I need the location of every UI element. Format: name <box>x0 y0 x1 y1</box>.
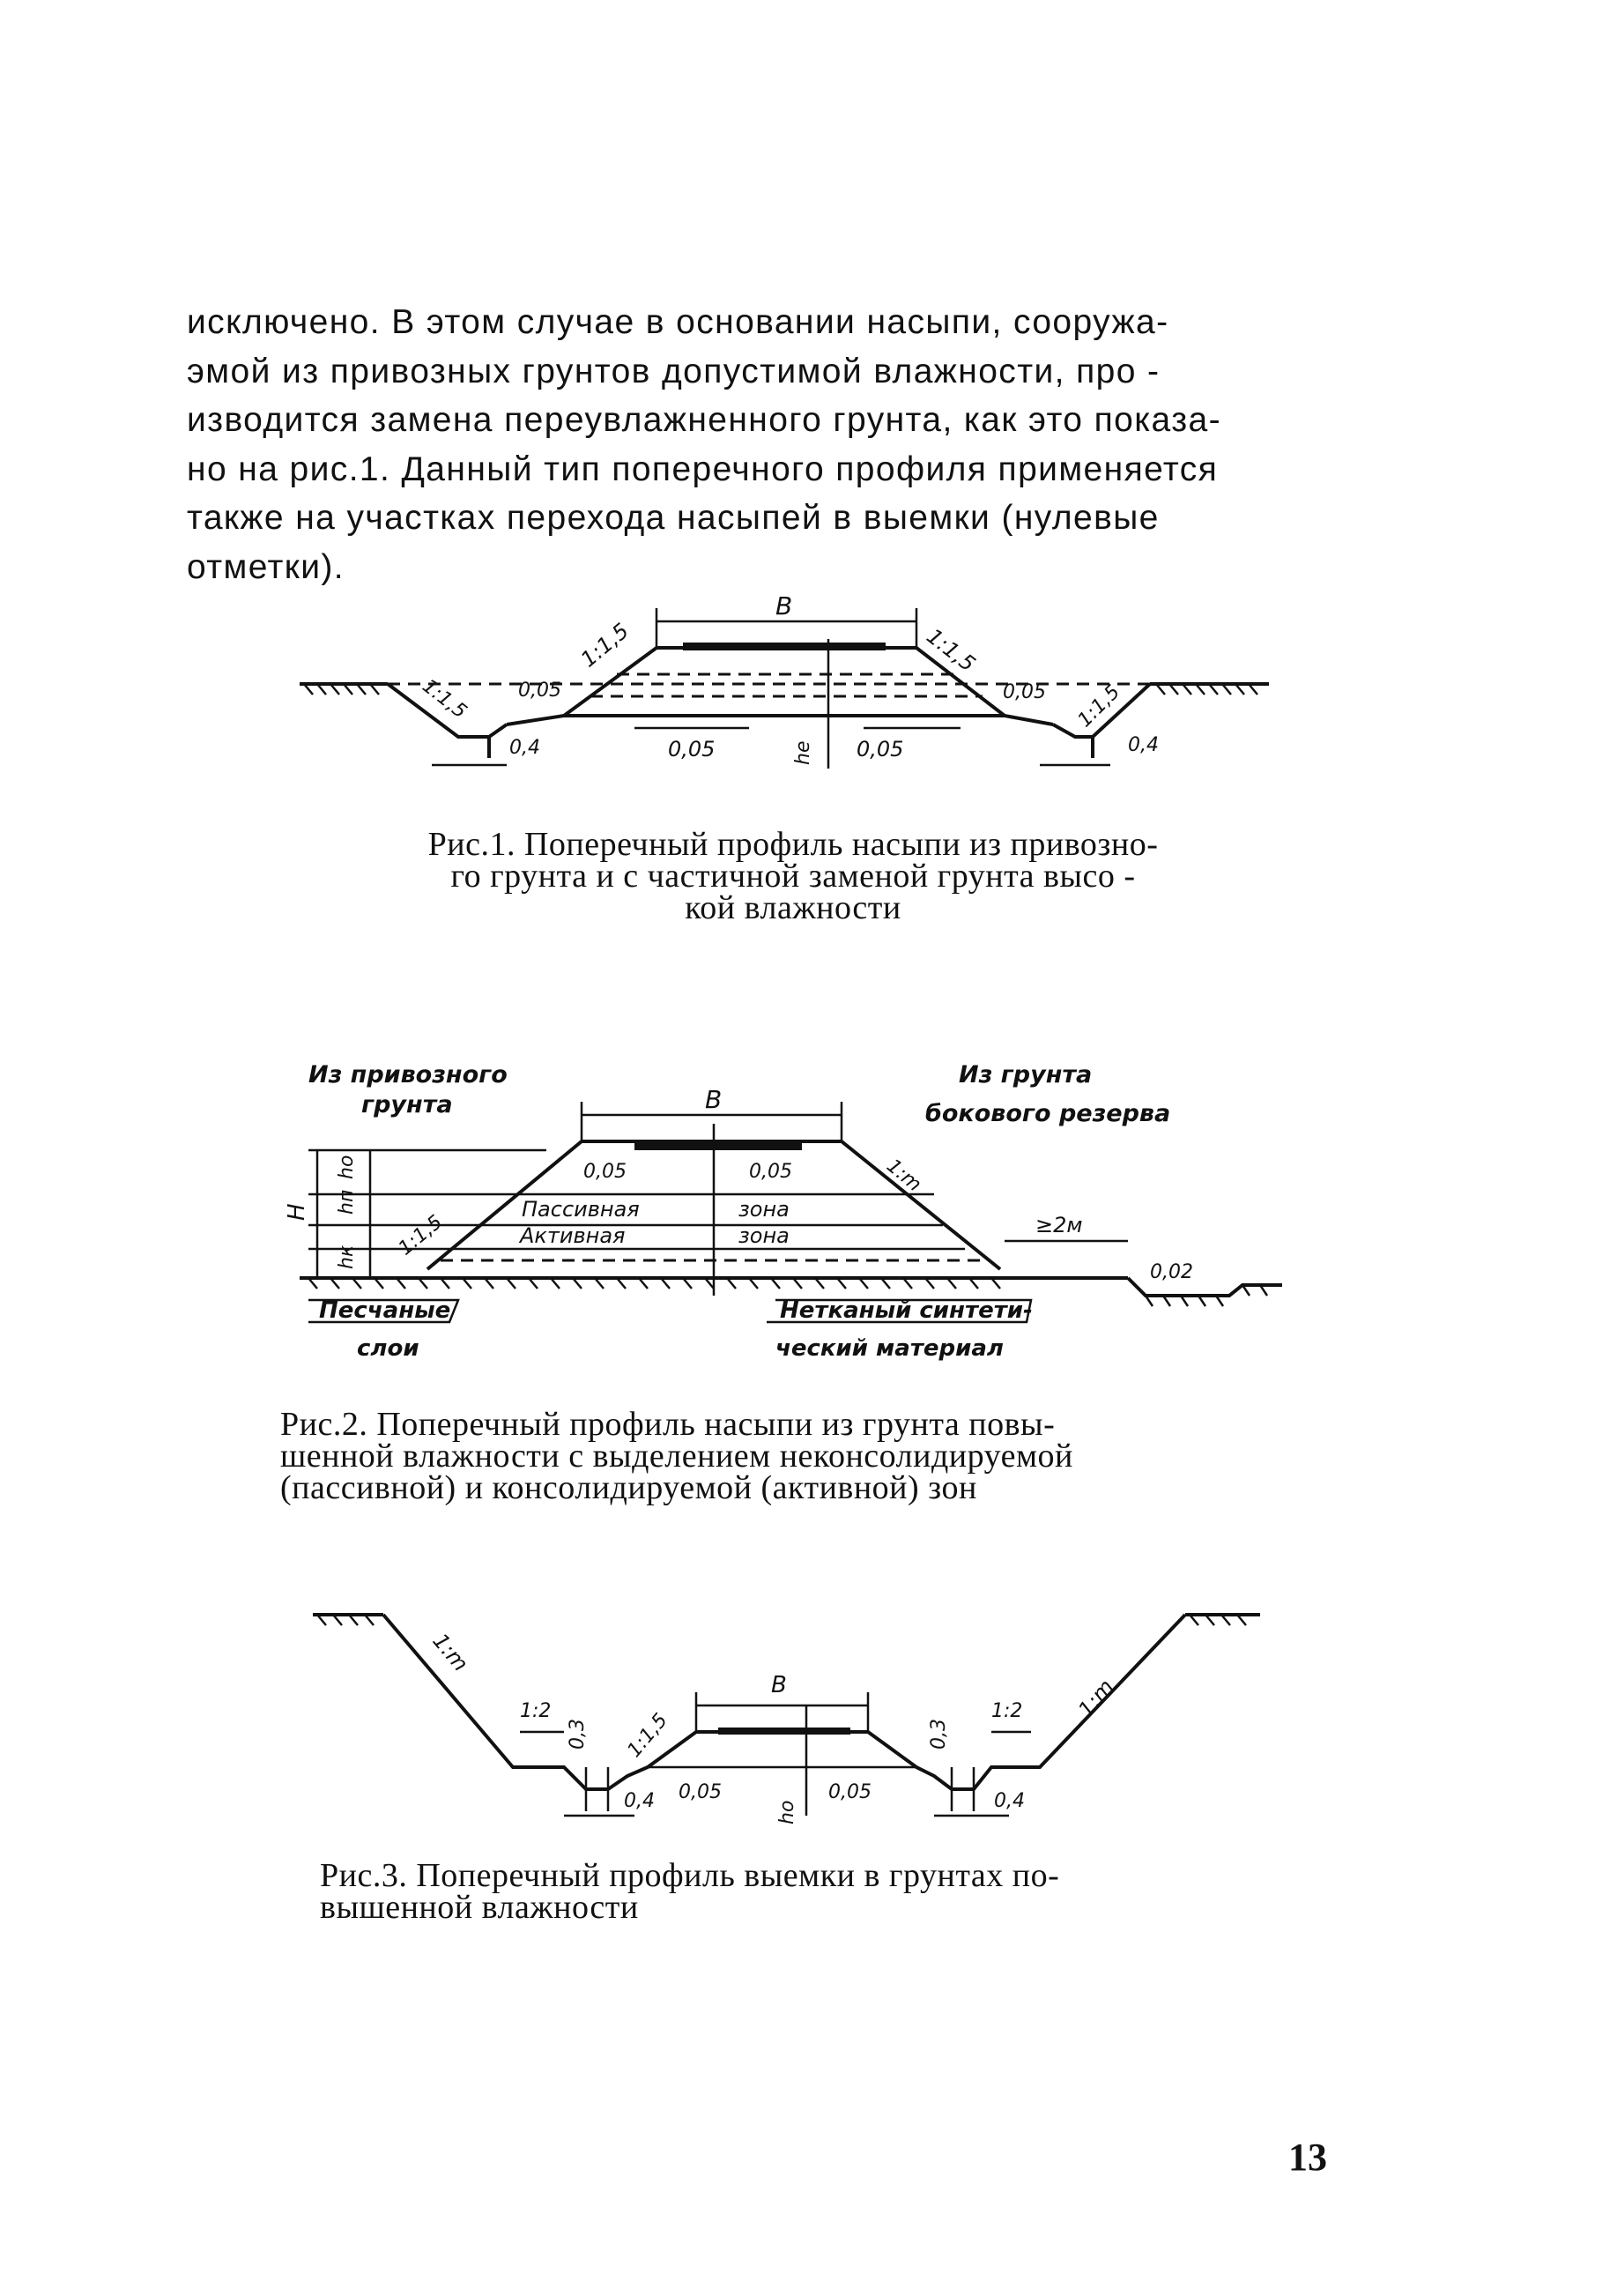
fig2-label-zone: зона <box>738 1197 790 1222</box>
fig3-label-base: 0,05 <box>828 1781 872 1803</box>
fig3-label-depth: 0,3 <box>567 1719 589 1750</box>
ground-hatch-left <box>300 684 388 695</box>
figure-2-caption <box>280 1408 1320 1504</box>
fig2-label-zone: Пассивная <box>522 1197 640 1222</box>
ground-hatch-right <box>1150 684 1269 695</box>
fig1-label-slope-005: 0,05 <box>1003 681 1046 703</box>
caption-line: (пассивной) и консолидируемой (активной) зон <box>280 1469 977 1506</box>
fig3-label-ditch: 0,4 <box>994 1790 1025 1812</box>
figure-1-caption <box>300 828 1287 924</box>
cut-profile <box>383 1615 1185 1789</box>
fig1-label-slope: 1:1,5 <box>418 675 471 724</box>
fig1-label-slope: 1:1,5 <box>575 618 634 672</box>
fig3-label-slope: 1:1,5 <box>623 1709 672 1762</box>
fig1-label-ditch-width: 0,4 <box>509 737 540 759</box>
page-number: 13 <box>1288 2136 1327 2179</box>
fig2-label-h: hк <box>336 1245 358 1269</box>
paragraph-line: эмой из привозных грунтов допустимой влажности, про - <box>187 352 1161 390</box>
caption-line: шенной влажности с выделением неконсолидируемой <box>280 1438 1073 1475</box>
fig1-label-b: B <box>775 591 793 620</box>
fig3-label-depth: 0,3 <box>928 1719 950 1750</box>
figure-2-diagram <box>0 1049 1617 1384</box>
fig2-label-source: Из привозного <box>308 1061 508 1089</box>
pavement-layer <box>718 1728 850 1735</box>
fig2-label-zone: зона <box>738 1223 790 1248</box>
fig3-label-berm: 1:2 <box>520 1700 552 1722</box>
pavement-layer <box>683 643 886 650</box>
fig2-label-sand: Песчаные <box>319 1297 451 1324</box>
fig3-label-b: B <box>771 1672 787 1698</box>
paragraph-line: исключено. В этом случае в основании насыпи, сооружа- <box>187 303 1169 341</box>
fig2-label-h: H <box>284 1203 310 1221</box>
fig2-label-h: hп <box>336 1189 358 1215</box>
fig2-label-berm: ≥2м <box>1035 1213 1083 1237</box>
fig3-label-base: 0,05 <box>679 1781 722 1803</box>
caption-line: го грунта и с частичной заменой грунта высо - <box>450 858 1136 895</box>
fig2-label-h: hо <box>336 1155 358 1179</box>
fig2-label-source: Из грунта <box>959 1061 1093 1089</box>
fig3-label-slope: 1:m <box>1073 1675 1119 1722</box>
fig1-label-slope: 1:1,5 <box>1073 680 1125 732</box>
fig3-label-slope: 1:m <box>427 1628 473 1676</box>
caption-line: Рис.1. Поперечный профиль насыпи из привозно- <box>427 826 1159 863</box>
figure-3-diagram <box>0 1586 1617 1851</box>
fig2-label-geotextile: ческий материал <box>775 1335 1004 1362</box>
figure-3-caption <box>320 1857 1289 1926</box>
fig2-label-sand: слои <box>357 1335 419 1362</box>
caption-line: Рис.3. Поперечный профиль выемки в грунтах по- <box>320 1857 1060 1894</box>
fig1-label-slope: 1:1,5 <box>922 623 981 677</box>
caption-line: кой влажности <box>685 889 901 926</box>
fig2-label-slope: 1:m <box>882 1155 926 1197</box>
fig1-label-base: 0,05 <box>857 737 904 762</box>
fig2-label-b: B <box>705 1085 723 1114</box>
fig1-label-ditch-width: 0,4 <box>1128 734 1159 756</box>
paragraph-line: но на рис.1. Данный тип поперечного профиля применяется <box>187 450 1219 488</box>
fig2-label-source: бокового резерва <box>925 1100 1171 1127</box>
pavement-layer <box>634 1143 802 1150</box>
paragraph-line: отметки). <box>187 547 345 586</box>
paragraph-line: также на участках перехода насыпей в выемки (нулевые <box>187 499 1160 537</box>
fig2-label-slope: 0,05 <box>583 1161 627 1183</box>
fig2-label-slope: 0,05 <box>749 1161 792 1183</box>
fig2-label-zone: Активная <box>520 1223 626 1248</box>
fig3-label-ditch: 0,4 <box>624 1790 655 1812</box>
caption-line: Рис.2. Поперечный профиль насыпи из грунта повы- <box>280 1406 1056 1443</box>
fig3-label-ho: hо <box>776 1800 798 1824</box>
caption-line: вышенной влажности <box>320 1889 639 1926</box>
fig2-label-source: грунта <box>361 1091 453 1118</box>
fig2-label-slope: 1:1,5 <box>394 1211 448 1260</box>
fig3-label-berm: 1:2 <box>991 1700 1023 1722</box>
fig1-label-base: 0,05 <box>668 737 716 762</box>
fig2-label-geotextile: Нетканый синтети- <box>780 1297 1033 1324</box>
fig1-label-slope-005: 0,05 <box>518 680 561 702</box>
figure-1-diagram <box>0 564 1617 793</box>
paragraph-line: изводится замена переувлажненного грунта, как это показа- <box>187 401 1221 439</box>
fig1-label-he: hе <box>792 740 814 765</box>
body-paragraph <box>187 298 1359 591</box>
fig2-label-slope: 0,02 <box>1150 1261 1193 1283</box>
